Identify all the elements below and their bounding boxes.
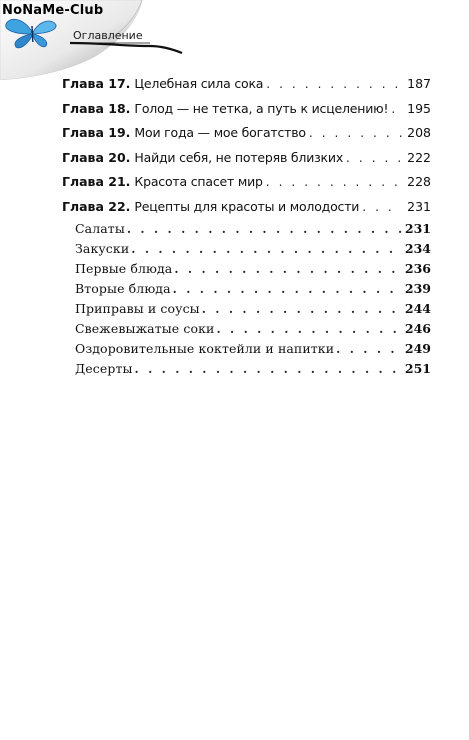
page-number: 208 — [407, 125, 431, 140]
dot-leader — [131, 242, 403, 256]
dot-leader — [309, 126, 402, 140]
toc-entry-health-drinks[interactable] — [75, 341, 431, 361]
toc-entry-chapter-21[interactable] — [62, 174, 431, 199]
page-number: 195 — [407, 100, 431, 116]
dot-leader — [266, 77, 402, 91]
section-entry-title: Десерты — [75, 361, 133, 376]
page-number: 251 — [404, 361, 431, 376]
recipe-section-list — [75, 221, 431, 381]
chapter-title: Мои года — мое богатство — [134, 125, 306, 140]
chapter-number: Глава 21. — [62, 174, 131, 189]
dot-leader — [202, 302, 403, 316]
page-number: 231 — [407, 198, 431, 214]
page-number: 249 — [404, 341, 431, 356]
chapter-number: Глава 19. — [62, 125, 131, 140]
page-number: 187 — [407, 76, 431, 91]
section-entry-title: Первые блюда — [75, 261, 173, 276]
toc-entry-seasonings[interactable] — [75, 301, 431, 321]
toc-entry-second-courses[interactable] — [75, 281, 431, 301]
toc-entry-desserts[interactable] — [75, 361, 431, 381]
page-number: 236 — [404, 261, 431, 276]
section-entry-title: Салаты — [75, 221, 125, 236]
section-entry-title: Вторые блюда — [75, 281, 171, 296]
toc-entry-appetizers[interactable] — [75, 241, 431, 261]
dot-leader — [266, 175, 402, 189]
section-entry-title: Свежевыжатые соки — [75, 321, 215, 336]
dot-leader — [174, 262, 403, 276]
dot-leader — [173, 282, 403, 296]
page-number: 239 — [404, 281, 431, 296]
chapter-number: Глава 22. — [62, 198, 131, 214]
toc-entry-chapter-20[interactable] — [62, 150, 431, 175]
toc-entry-chapter-17[interactable] — [62, 76, 431, 101]
chapter-title: Голод — не тетка, а путь к исцелению! — [134, 100, 389, 116]
dot-leader — [336, 342, 403, 356]
header-divider — [0, 40, 190, 56]
dot-leader — [346, 151, 402, 165]
toc-entry-chapter-19[interactable] — [62, 125, 431, 150]
dot-leader — [135, 362, 403, 376]
chapter-list — [62, 76, 431, 223]
chapter-number: Глава 20. — [62, 149, 131, 165]
chapter-title: Красота спасет мир — [134, 174, 263, 189]
dot-leader — [362, 200, 402, 214]
section-title: Оглавление — [73, 29, 143, 42]
page-number: 222 — [407, 149, 431, 165]
site-watermark: NoNaMe-Club — [2, 3, 104, 18]
chapter-title: Рецепты для красоты и молодости — [134, 198, 360, 214]
chapter-number: Глава 17. — [62, 76, 131, 91]
chapter-title: Целебная сила сока — [134, 76, 264, 91]
page-number: 244 — [404, 301, 431, 316]
page-number: 228 — [407, 174, 431, 189]
page-number: 246 — [404, 321, 431, 336]
section-entry-title: Приправы и соусы — [75, 301, 200, 316]
dot-leader — [216, 322, 402, 336]
section-entry-title: Оздоровительные коктейли и напитки — [75, 341, 335, 356]
toc-entry-salads[interactable] — [75, 221, 431, 241]
toc-entry-fresh-juices[interactable] — [75, 321, 431, 341]
toc-entry-chapter-22[interactable] — [62, 199, 431, 224]
chapter-title: Найди себя, не потеряв близких — [134, 149, 344, 165]
dot-leader — [391, 102, 402, 116]
dot-leader — [127, 222, 403, 236]
toc-entry-chapter-18[interactable] — [62, 101, 431, 126]
page-number: 231 — [404, 221, 431, 236]
section-entry-title: Закуски — [75, 241, 130, 256]
toc-entry-first-courses[interactable] — [75, 261, 431, 281]
page-number: 234 — [404, 241, 431, 256]
chapter-number: Глава 18. — [62, 100, 131, 116]
